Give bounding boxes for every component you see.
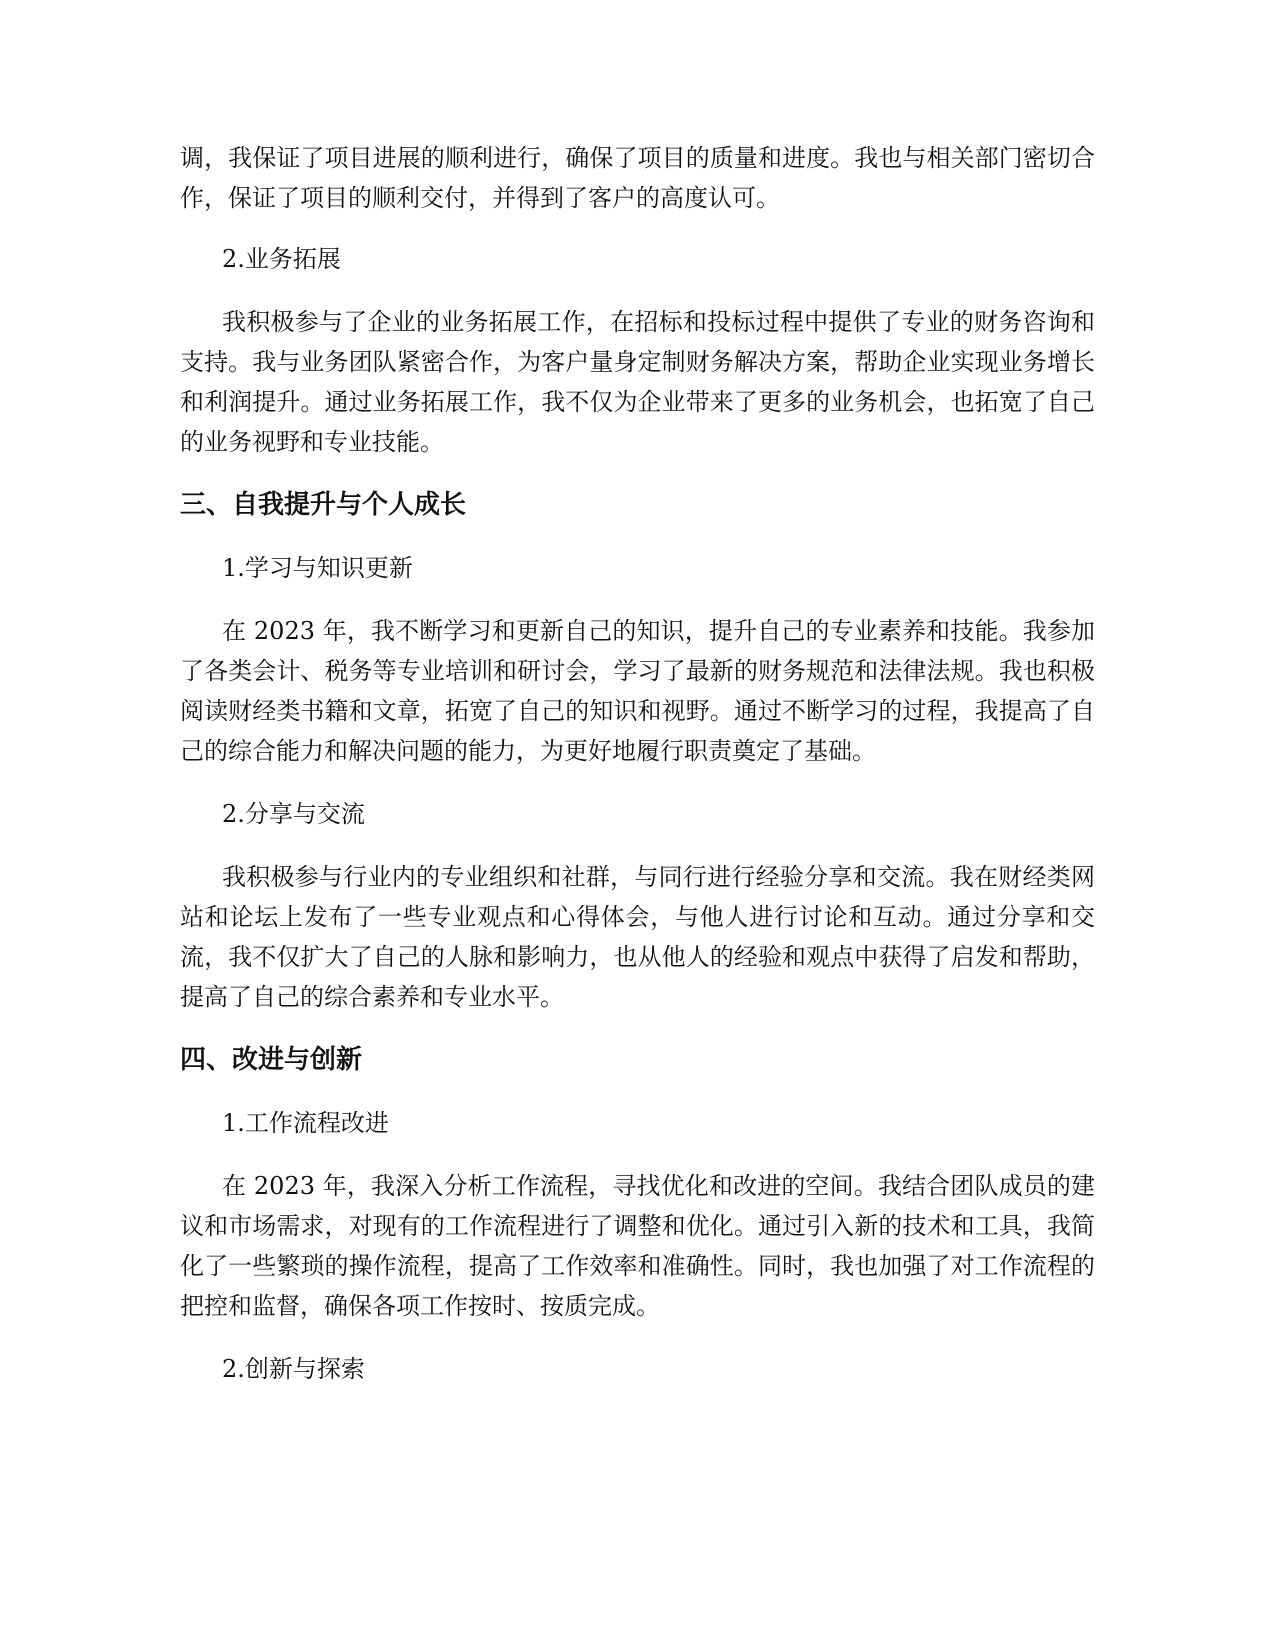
paragraph-workflow-improvement: 在 2023 年，我深入分析工作流程，寻找优化和改进的空间。我结合团队成员的建议和市场需求，对现有的工作流程进行了调整和优化。通过引入新的技术和工具，我简化了一些繁琐的操作流程，提高了工作效率和准确性。同时，我也加强了对工作流程的把控和监督，确保各项工作按时、按质完成。 [180,1172,1095,1320]
paragraph-business-expansion: 我积极参与了企业的业务拓展工作，在招标和投标过程中提供了专业的财务咨询和支持。我与业务团队紧密合作，为客户量身定制财务解决方案，帮助企业实现业务增长和利润提升。通过业务拓展工作，我不仅为企业带来了更多的业务机会，也拓宽了自己的业务视野和专业技能。 [180,308,1095,456]
subheading-innovation: 2.创新与探索 [222,1355,365,1383]
subheading-workflow-improvement: 1.工作流程改进 [222,1109,389,1137]
subheading-business-expansion: 2.业务拓展 [222,245,341,273]
document-page [180,138,1095,1389]
paragraph-sharing: 我积极参与行业内的专业组织和社群，与同行进行经验分享和交流。我在财经类网站和论坛上发布了一些专业观点和心得体会，与他人进行讨论和互动。通过分享和交流，我不仅扩大了自己的人脉和影响力，也从他人的经验和观点中获得了启发和帮助，提高了自己的综合素养和专业水平。 [180,863,1095,1011]
paragraph-project-coordination: 调，我保证了项目进展的顺利进行，确保了项目的质量和进度。我也与相关部门密切合作，保证了项目的顺利交付，并得到了客户的高度认可。 [180,144,1095,212]
section-heading-self-improvement: 三、自我提升与个人成长 [180,490,467,520]
subheading-sharing: 2.分享与交流 [222,800,365,828]
section-heading-improvement-innovation: 四、改进与创新 [180,1045,363,1075]
paragraph-learning: 在 2023 年，我不断学习和更新自己的知识，提升自己的专业素养和技能。我参加了各类会计、税务等专业培训和研讨会，学习了最新的财务规范和法律法规。我也积极阅读财经类书籍和文章，拓宽了自己的知识和视野。通过不断学习的过程，我提高了自己的综合能力和解决问题的能力，为更好地履行职责奠定了基础。 [180,617,1095,765]
subheading-learning: 1.学习与知识更新 [222,554,413,582]
